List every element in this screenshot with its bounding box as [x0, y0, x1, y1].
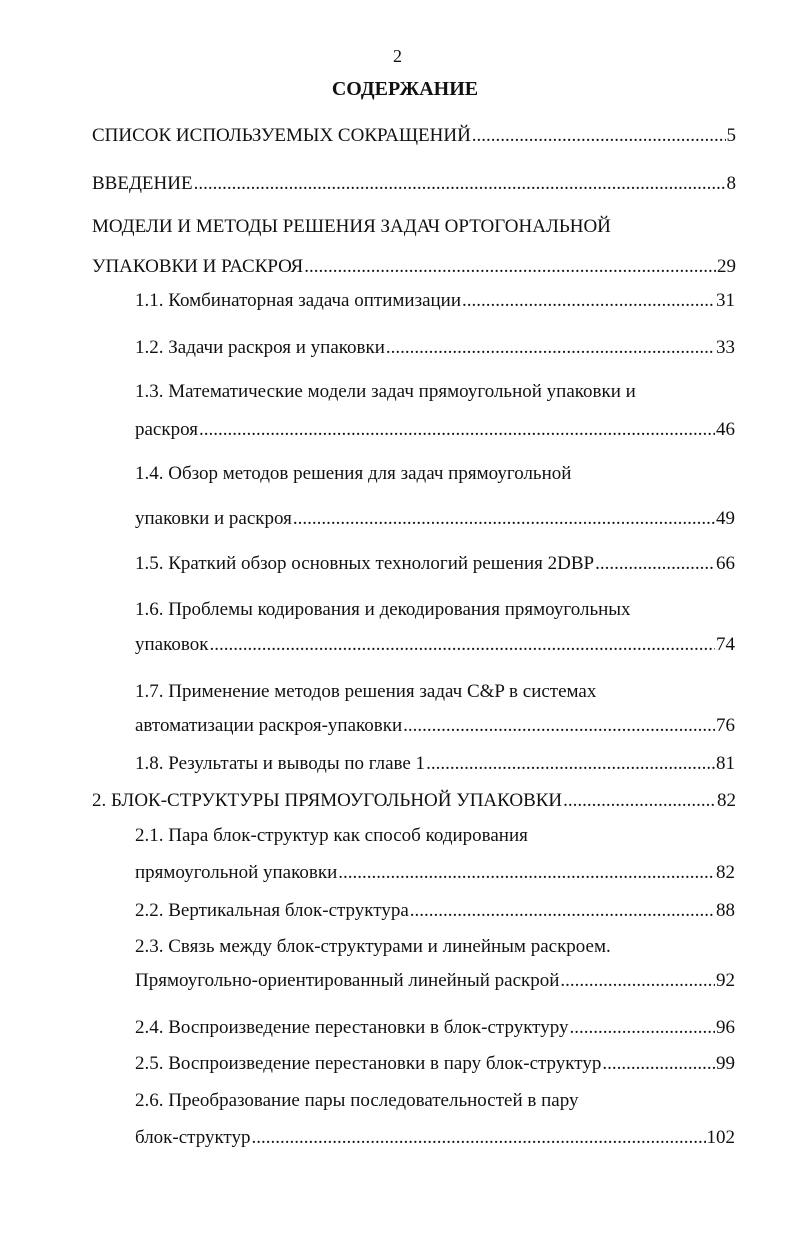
toc-leader-dots [199, 418, 715, 442]
toc-entry-1-4-line1: 1.4. Обзор методов решения для задач прямоугольной [135, 463, 572, 484]
toc-entry-page: 102 [706, 1127, 735, 1148]
toc-entry-chapter1[interactable] [92, 255, 736, 279]
toc-entry-page: 66 [716, 553, 735, 574]
toc-entry-2-1[interactable] [135, 861, 735, 885]
toc-entry-page: 29 [717, 256, 736, 277]
toc-entry-1-5[interactable] [135, 552, 735, 576]
toc-entry-page: 5 [726, 125, 736, 146]
toc-leader-dots [602, 1052, 715, 1076]
toc-entry-2-5[interactable] [135, 1052, 735, 1076]
toc-entry-1-6[interactable] [135, 633, 735, 657]
toc-entry-text: 1.1. Комбинаторная задача оптимизации [135, 290, 462, 311]
toc-leader-dots [569, 1016, 715, 1040]
toc-leader-dots [410, 899, 715, 923]
toc-entry-1-4[interactable] [135, 507, 735, 531]
toc-leader-dots [293, 507, 715, 531]
toc-entry-2-1-line1: 2.1. Пара блок-структур как способ кодирования [135, 825, 528, 846]
toc-leader-dots [426, 752, 715, 776]
toc-entry-page: 96 [716, 1017, 735, 1038]
page-title: СОДЕРЖАНИЕ [331, 78, 479, 100]
toc-leader-dots [403, 714, 715, 738]
toc-entry-text: автоматизации раскроя-упаковки [135, 715, 403, 736]
toc-entry-page: 81 [716, 753, 735, 774]
toc-leader-dots [462, 289, 715, 313]
toc-leader-dots [251, 1126, 705, 1150]
toc-entry-text: упаковок [135, 634, 209, 655]
toc-entry-text: прямоугольной упаковки [135, 862, 338, 883]
toc-entry-1-7-line1: 1.7. Применение методов решения задач C&P в системах [135, 681, 597, 702]
toc-entry-2-3-line1: 2.3. Связь между блок-структурами и линейным раскроем. [135, 936, 611, 957]
toc-leader-dots [595, 552, 715, 576]
toc-entry-text: 1.5. Краткий обзор основных технологий решения 2DBP [135, 553, 595, 574]
toc-entry-page: 88 [716, 900, 735, 921]
toc-leader-dots [386, 336, 715, 360]
toc-leader-dots [338, 861, 715, 885]
toc-entry-text: упаковки и раскроя [135, 508, 292, 529]
toc-entry-text: раскроя [135, 419, 198, 440]
toc-leader-dots [472, 124, 726, 148]
toc-entry-1-2[interactable] [135, 336, 735, 360]
toc-entry-chapter2[interactable] [92, 789, 736, 813]
toc-entry-1-8[interactable] [135, 752, 735, 776]
toc-entry-2-6[interactable] [135, 1126, 735, 1150]
toc-entry-text: 2. БЛОК-СТРУКТУРЫ ПРЯМОУГОЛЬНОЙ УПАКОВКИ [92, 790, 563, 811]
toc-entry-introduction[interactable] [92, 172, 736, 196]
toc-entry-text: 2.2. Вертикальная блок-структура [135, 900, 409, 921]
toc-entry-page: 99 [716, 1053, 735, 1074]
toc-entry-text: УПАКОВКИ И РАСКРОЯ [92, 256, 304, 277]
toc-entry-2-3[interactable] [135, 969, 735, 993]
toc-leader-dots [194, 172, 726, 196]
toc-entry-1-1[interactable] [135, 289, 735, 313]
toc-entry-page: 46 [716, 419, 735, 440]
toc-entry-text: ВВЕДЕНИЕ [92, 173, 193, 194]
toc-entry-page: 74 [716, 634, 735, 655]
toc-entry-text: 1.2. Задачи раскроя и упаковки [135, 337, 385, 358]
toc-entry-abbreviations[interactable] [92, 124, 736, 148]
toc-entry-page: 31 [716, 290, 735, 311]
toc-entry-text: блок-структур [135, 1127, 251, 1148]
toc-entry-text: 2.5. Воспроизведение перестановки в пару блок-структур [135, 1053, 602, 1074]
toc-entry-text: СПИСОК ИСПОЛЬЗУЕМЫХ СОКРАЩЕНИЙ [92, 125, 471, 146]
toc-entry-1-3[interactable] [135, 418, 735, 442]
toc-leader-dots [209, 633, 715, 657]
toc-entry-page: 8 [726, 173, 736, 194]
toc-entry-text: Прямоугольно-ориентированный линейный раскрой [135, 970, 560, 991]
toc-entry-page: 49 [716, 508, 735, 529]
toc-entry-page: 33 [716, 337, 735, 358]
toc-entry-1-6-line1: 1.6. Проблемы кодирования и декодирования прямоугольных [135, 599, 631, 620]
toc-leader-dots [560, 969, 715, 993]
toc-entry-page: 92 [716, 970, 735, 991]
toc-entry-1-7[interactable] [135, 714, 735, 738]
toc-entry-text: 1.8. Результаты и выводы по главе 1 [135, 753, 426, 774]
toc-entry-chapter1-line1: МОДЕЛИ И МЕТОДЫ РЕШЕНИЯ ЗАДАЧ ОРТОГОНАЛЬНОЙ [92, 216, 611, 237]
toc-entry-2-4[interactable] [135, 1016, 735, 1040]
toc-leader-dots [563, 789, 716, 813]
toc-leader-dots [304, 255, 716, 279]
toc-entry-1-3-line1: 1.3. Математические модели задач прямоугольной упаковки и [135, 381, 636, 402]
toc-entry-page: 82 [717, 790, 736, 811]
toc-entry-page: 82 [716, 862, 735, 883]
toc-entry-text: 2.4. Воспроизведение перестановки в блок-структуру [135, 1017, 569, 1038]
toc-entry-2-2[interactable] [135, 899, 735, 923]
page-number: 2 [393, 46, 402, 66]
toc-entry-page: 76 [716, 715, 735, 736]
toc-entry-2-6-line1: 2.6. Преобразование пары последовательностей в пару [135, 1090, 579, 1111]
